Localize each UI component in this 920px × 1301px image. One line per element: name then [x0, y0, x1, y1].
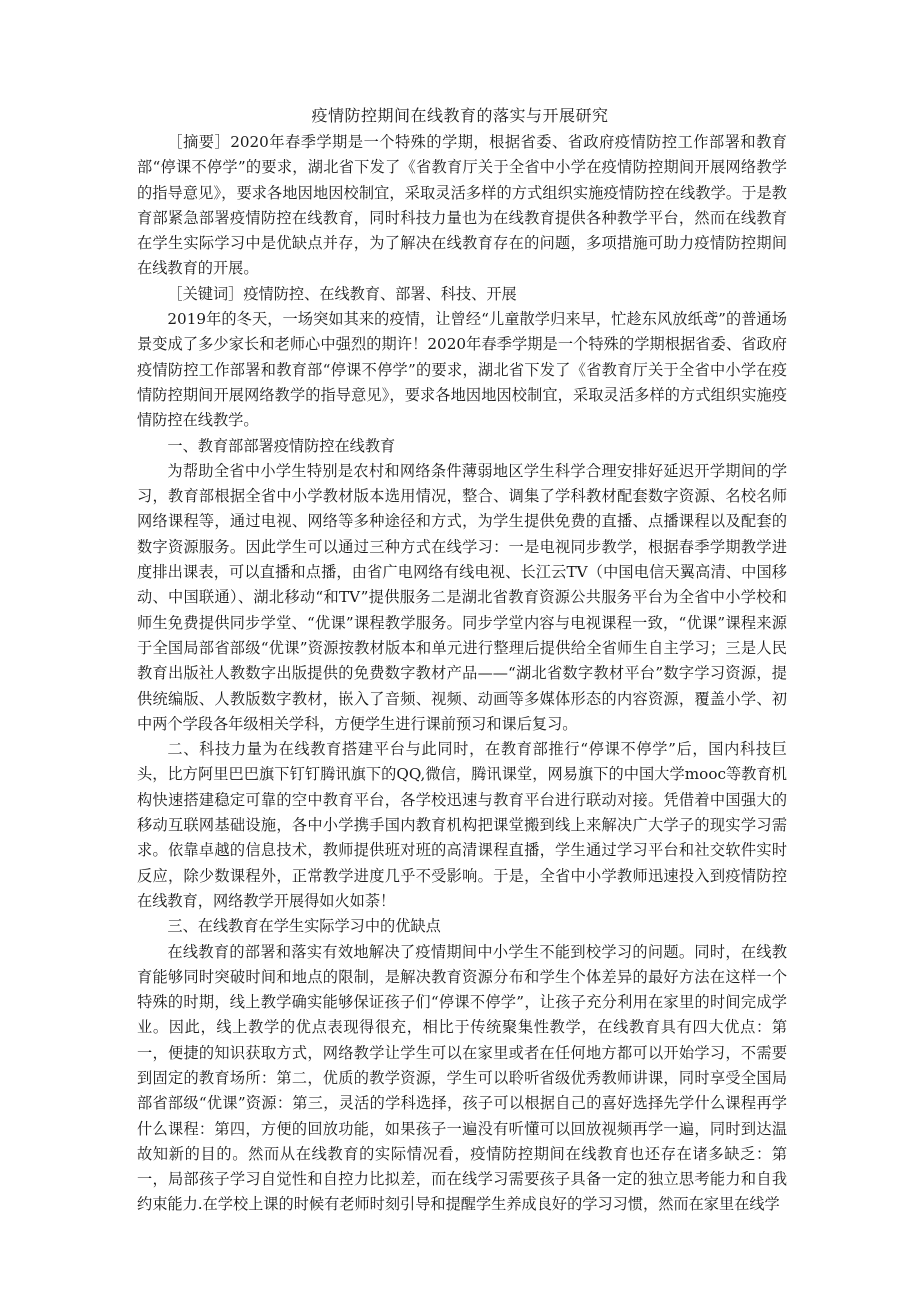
- body-paragraph: 二、科技力量为在线教育搭建平台与此同时，在教育部推行“停课不停学”后，国内科技巨头，比方阿里巴巴旗下钉钉腾讯旗下的QQ,微信，腾讯课堂，网易旗下的中国大学mooc等教育机构快速搭建稳定可靠的空中教育平台，各学校迅速与教育平台进行联动对接。凭借着中国强大的移动互联网基础设施，各中小学携手国内教育机构把课堂搬到线上来解决广大学子的现实学习需求。依靠卓越的信息技术，教师提供班对班的高清课程直播，学生通过学习平台和社交软件实时反应，除少数课程外，正常教学进度几乎不受影响。于是，全省中小学教师迅速投入到疫情防控在线教育，网络教学开展得如火如荼！: [137, 740, 787, 910]
- body-paragraph: 为帮助全省中小学生特别是农村和网络条件薄弱地区学生科学合理安排好延迟开学期间的学习，教育部根据全省中小学教材版本选用情况，整合、调集了学科教材配套数字资源、名校名师网络课程等，通过电视、网络等多种途径和方式，为学生提供免费的直播、点播课程以及配套的数字资源服务。因此学生可以通过三种方式在线学习：一是电视同步教学，根据春季学期教学进度排出课表，可以直播和点播，由省广电网络有线电视、长江云TV（中国电信天翼高清、中国移动、中国联通）、湖北移动“和TV”提供服务二是湖北省教育资源公共服务平台为全省中小学校和师生免费提供同步学堂、“优课”课程教学服务。同步学堂内容与电视课程一致，“优课”课程来源于全国局部省部级“优课”资源按教材版本和单元进行整理后提供给全省师生自主学习；三是人民教育出版社人教数字出版提供的免费数字教材产品——“湖北省数字教材平台”数字学习资源，提供统编版、人教版数字教材，嵌入了音频、视频、动画等多媒体形态的内容资源，覆盖小学、初中两个学段各年级相关学科，方便学生进行课前预习和课后复习。: [137, 461, 787, 733]
- keywords-paragraph: ［关键词］疫情防控、在线教育、部署、科技、开展: [167, 284, 517, 303]
- document-title: 疫情防控期间在线教育的落实与开展研究: [311, 106, 609, 125]
- section-heading-3: 三、在线教育在学生实际学习中的优缺点: [167, 917, 441, 936]
- intro-paragraph: 2019年的冬天，一场突如其来的疫情，让曾经“儿童散学归来早，忙趁东风放纸鸢”的普通场景变成了多少家长和老师心中强烈的期许！2020年春季学期是一个特殊的学期根据省委、省政府疫情防控工作部署和教育部“停课不停学”的要求，湖北省下发了《省教育厅关于全省中小学在疫情防控期间开展网络教学的指导意见》，要求各地因地因校制宜，采取灵活多样的方式组织实施疫情防控在线教学。: [137, 310, 787, 430]
- section-heading-1: 一、教育部部署疫情防控在线教育: [167, 436, 396, 455]
- document-body: [137, 130, 787, 1218]
- body-paragraph: 在线教育的部署和落实有效地解决了疫情期间中小学生不能到校学习的问题。同时，在线教育能够同时突破时间和地点的限制，是解决教育资源分布和学生个体差异的最好方法在这样一个特殊的时期，线上教学确实能够保证孩子们“停课不停学”，让孩子充分利用在家里的时间完成学业。因此，线上教学的优点表现得很充，相比于传统聚集性教学，在线教育具有四大优点：第一，便捷的知识获取方式，网络教学让学生可以在家里或者在任何地方都可以开始学习，不需要到固定的教育场所：第二，优质的教学资源，学生可以聆听省级优秀教师讲课，同时享受全国局部省部级“优课”资源：第三，灵活的学科选择，孩子可以根据自己的喜好选择先学什么课程再学什么课程：第四，方便的回放功能，如果孩子一遍没有听懂可以回放视频再学一遍，同时到达温故知新的目的。然而从在线教育的实际情况看，疫情防控期间在线教育也还存在诸多缺乏：第一，局部孩子学习自觉性和自控力比拟差，而在线学习需要孩子具备一定的独立思考能力和自我约束能力.在学校上课的时候有老师时刻引导和提醒学生养成良好的学习习惯，然而在家里在线学: [137, 942, 787, 1214]
- abstract-paragraph: ［摘要］2020年春季学期是一个特殊的学期，根据省委、省政府疫情防控工作部署和教育部“停课不停学”的要求，湖北省下发了《省教育厅关于全省中小学在疫情防控期间开展网络教学的指导意见》，要求各地因地因校制宜，采取灵活多样的方式组织实施疫情防控在线教学。于是教育部紧急部署疫情防控在线教育，同时科技力量也为在线教育提供各种教学平台，然而在线教育在学生实际学习中是优缺点并存，为了解决在线教育存在的问题，多项措施可助力疫情防控期间在线教育的开展。: [137, 133, 787, 278]
